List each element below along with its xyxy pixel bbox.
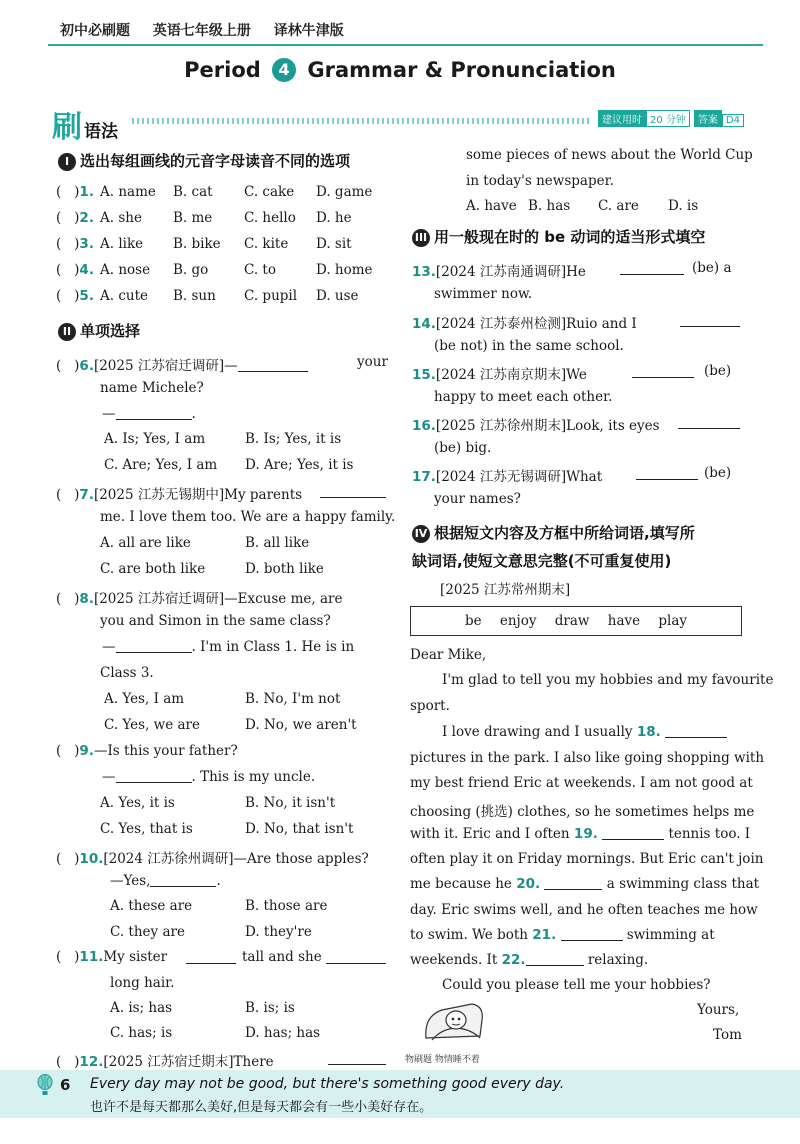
option: D. home (316, 262, 373, 278)
option: C. are both like (100, 561, 206, 577)
letter-line (410, 876, 759, 892)
question-number: 9. (79, 743, 94, 759)
question-row (412, 363, 587, 383)
question-text: (be) (704, 465, 732, 481)
option: B. cat (173, 184, 213, 200)
option: C. to (244, 262, 276, 278)
question-text: [2024 江苏泰州检测]Ruio and I (435, 316, 637, 332)
answer-label: 答案 (694, 110, 722, 127)
option: A. like (100, 236, 144, 252)
question-text: [2024 江苏南京期末]We (435, 367, 587, 383)
suggested-time-label: 建议用时 (598, 110, 646, 127)
question-text: — . This is my uncle. (102, 769, 316, 785)
question-text: happy to meet each other. (434, 389, 613, 405)
option: B. is; is (245, 1000, 295, 1016)
blank-number: 22. (501, 952, 526, 968)
answer-page: D4 (722, 114, 744, 127)
letter-line: often play it on Friday mornings. But Eric can't join (410, 851, 764, 867)
question-text: — . I'm in Class 1. He is in (102, 639, 355, 655)
option: A. name (100, 184, 156, 200)
question-text: (be not) in the same school. (434, 338, 624, 354)
question-row: ( )1. (56, 184, 94, 200)
letter-line: pictures in the park. I also like going shopping with (410, 750, 765, 766)
answer-blank[interactable] (636, 466, 698, 480)
question-number: 13. (412, 264, 436, 280)
letter-line (410, 927, 715, 943)
period-number-badge: 4 (272, 58, 296, 82)
blank-number: 20. (516, 876, 541, 892)
question-row: ( )3. (56, 236, 94, 252)
hot-air-balloon-icon (36, 1074, 54, 1096)
question-text: —Yes, (110, 873, 151, 889)
question-row (412, 414, 660, 434)
section-title: 用一般现在时的 be 动词的适当形式填空 (434, 228, 706, 246)
question-text: . I'm in Class 1. He is in (191, 639, 355, 655)
option: D. No, that isn't (245, 821, 354, 837)
blank-number: 19. (573, 826, 598, 842)
question-text: [2025 江苏无锡期中]My parents (93, 487, 303, 503)
question-text: [2025 江苏宿迁调研]— (93, 358, 238, 374)
option: D. he (316, 210, 352, 226)
answer-blank[interactable] (680, 313, 740, 327)
option: A. nose (100, 262, 151, 278)
question-text: — (102, 406, 116, 422)
question-text: [2025 江苏宿迁期末]There (103, 1054, 274, 1070)
question-number: 11. (79, 949, 104, 965)
letter-line: sport. (410, 698, 450, 714)
question-row: ( )12.[2025 江苏宿迁期末]There (56, 1054, 274, 1070)
letter-line: choosing (挑选) clothes, so he sometimes helps me (410, 804, 755, 820)
letter-line: my best friend Eric at weekends. I am not good at (410, 775, 753, 791)
letter-line (410, 952, 648, 968)
letter-closing: Yours, (697, 1002, 740, 1018)
question-text: [2025 江苏徐州期末]Look, its eyes (435, 418, 660, 434)
option: C. are (598, 198, 639, 214)
question-text: Class 3. (100, 665, 154, 681)
option: D. they're (245, 924, 312, 940)
answer-blank[interactable] (632, 364, 694, 378)
letter-signature: Tom (713, 1027, 742, 1043)
option: C. they are (110, 924, 185, 940)
letter-greeting: Dear Mike, (410, 647, 487, 663)
question-row: ( )6.[2025 江苏宿迁调研]— (56, 354, 308, 374)
letter-text: with it. Eric and I often (410, 826, 570, 842)
footer-quote-en: Every day may not be good, but there's something good every day. (90, 1076, 565, 1092)
title-post: Grammar & Pronunciation (307, 58, 616, 82)
option: B. those are (245, 898, 328, 914)
question-row: ( )9.—Is this your father? (56, 743, 238, 759)
question-row: ( )11.My sister (56, 949, 168, 965)
footer-banner (0, 1070, 800, 1118)
question-row: ( )10.[2024 江苏徐州调研]—Are those apples? (56, 851, 369, 867)
question-text: [2025 江苏宿迁调研]—Excuse me, are (93, 591, 343, 607)
question-text: tall and she (242, 949, 322, 965)
option: A. is; has (110, 1000, 173, 1016)
section-3-heading (412, 226, 705, 247)
option: B. No, I'm not (245, 691, 341, 707)
section-title: 单项选择 (80, 322, 141, 340)
option: C. cake (244, 184, 295, 200)
answer-blank[interactable] (665, 724, 727, 738)
question-number: 17. (412, 469, 436, 485)
question-row (412, 465, 602, 485)
question-text: [2024 江苏无锡调研]What (435, 469, 603, 485)
letter-line: day. Eric swims well, and he often teaches me how (410, 902, 758, 918)
question-text: long hair. (110, 975, 175, 991)
roman-numeral: III (412, 229, 430, 247)
brush-logo: 刷 (52, 110, 82, 145)
option: A. all are like (100, 535, 191, 551)
question-number: 5. (79, 288, 94, 304)
question-text: (be) big. (434, 440, 492, 456)
option: B. go (173, 262, 209, 278)
question-row: ( )4. (56, 262, 94, 278)
question-number: 2. (79, 210, 94, 226)
option: D. both like (245, 561, 324, 577)
answer-blank[interactable] (602, 826, 664, 840)
answer-blank[interactable] (620, 261, 684, 275)
roman-numeral: IV (412, 525, 430, 543)
blank-number: 18. (636, 724, 661, 740)
option: D. is (668, 198, 699, 214)
blank-number: 21. (532, 927, 557, 943)
question-text: [2024 江苏南通调研]He (435, 264, 586, 280)
option: A. Yes, I am (104, 691, 185, 707)
question-number: 4. (79, 262, 94, 278)
sleeping-cartoon-icon (422, 998, 488, 1048)
question-text: —Yes, . (110, 873, 221, 889)
question-text: My sister (103, 949, 168, 965)
letter-line: Could you please tell me your hobbies? (442, 977, 711, 993)
question-number: 3. (79, 236, 94, 252)
roman-numeral: I (58, 153, 76, 171)
question-number: 12. (79, 1054, 104, 1070)
question-text: you and Simon in the same class? (100, 613, 331, 629)
answer-blank[interactable] (544, 876, 602, 890)
option: D. sit (316, 236, 352, 252)
option: C. kite (244, 236, 289, 252)
letter-line: I'm glad to tell you my hobbies and my favourite (442, 672, 774, 688)
letter-text: weekends. It (410, 952, 498, 968)
question-row: ( )7.[2025 江苏无锡期中]My parents (56, 487, 303, 503)
option: A. cute (100, 288, 149, 304)
section-title: 选出每组画线的元音字母读音不同的选项 (80, 152, 351, 170)
question-text: me. I love them too. We are a happy family. (100, 509, 396, 525)
question-text: —Is this your father? (93, 743, 238, 759)
question-number: 14. (412, 316, 436, 332)
question-number: 15. (412, 367, 436, 383)
option: A. have (466, 198, 517, 214)
question-text: your (357, 354, 388, 370)
option: D. game (316, 184, 373, 200)
question-text: (be) (704, 363, 732, 379)
title-pre: Period (184, 58, 261, 82)
source-tag: [2025 江苏常州期末] (440, 582, 571, 598)
option: C. has; is (110, 1025, 173, 1041)
question-text: your names? (434, 491, 521, 507)
answer-blank[interactable] (561, 927, 623, 941)
question-text: (be) a (692, 260, 732, 276)
header-item: 译林牛津版 (273, 23, 344, 39)
question-number: 8. (79, 591, 94, 607)
letter-text: swimming at (626, 927, 715, 943)
header-item: 初中必刷题 (60, 23, 130, 39)
letter-text: tennis too. I (668, 826, 751, 842)
question-row (412, 260, 586, 280)
letter-text: to swim. We both (410, 927, 528, 943)
option: C. hello (244, 210, 296, 226)
option: A. Yes, it is (100, 795, 175, 811)
question-number: 1. (79, 184, 94, 200)
page-number: 6 (60, 1076, 71, 1094)
option: D. No, we aren't (245, 717, 357, 733)
question-number: 10. (79, 851, 104, 867)
option: A. she (100, 210, 142, 226)
section-title: 根据短文内容及方框中所给词语,填写所 (434, 524, 695, 542)
option: B. has (528, 198, 571, 214)
letter-line (442, 724, 727, 740)
option: D. has; has (245, 1025, 321, 1041)
option: D. Are; Yes, it is (245, 457, 354, 473)
option: A. these are (110, 898, 193, 914)
question-text: . This is my uncle. (191, 769, 316, 785)
header-item: 英语七年级上册 (152, 23, 251, 39)
option: B. Is; Yes, it is (245, 431, 342, 447)
option: B. me (173, 210, 213, 226)
question-row: ( )2. (56, 210, 94, 226)
question-row: ( )5. (56, 288, 94, 304)
question-text: name Michele? (100, 380, 204, 396)
question-text: swimmer now. (434, 286, 533, 302)
option: A. Is; Yes, I am (104, 431, 206, 447)
answer-blank[interactable] (526, 952, 584, 966)
section-4-heading (412, 522, 695, 543)
banner-label: 语法 (84, 122, 118, 142)
question-number: 6. (79, 358, 94, 374)
footer-quote-zh: 也许不是每天都那么美好,但是每天都会有一些小美好存在。 (90, 1100, 433, 1115)
option: C. Are; Yes, I am (104, 457, 218, 473)
question-text: some pieces of news about the World Cup (466, 147, 753, 163)
answer-blank[interactable] (678, 415, 740, 429)
roman-numeral: II (58, 323, 76, 341)
question-number: 7. (79, 487, 94, 503)
cartoon-caption: 物刷题 物情睡不着 (405, 1055, 480, 1065)
letter-line (410, 826, 750, 842)
letter-text: me because he (410, 876, 512, 892)
section-title: 缺词语,使短文意思完整(不可重复使用) (412, 552, 672, 570)
option: C. Yes, we are (104, 717, 200, 733)
suggested-time: 20 分钟 (646, 110, 690, 127)
question-text: — . (102, 406, 196, 422)
question-row: ( )8.[2025 江苏宿迁调研]—Excuse me, are (56, 591, 343, 607)
question-text: in today's newspaper. (466, 173, 614, 189)
option: C. Yes, that is (100, 821, 193, 837)
option: B. sun (173, 288, 216, 304)
option: D. use (316, 288, 359, 304)
option: B. all like (245, 535, 310, 551)
option: B. No, it isn't (245, 795, 336, 811)
letter-text: relaxing. (587, 952, 649, 968)
question-number: 16. (412, 418, 436, 434)
question-row (412, 312, 637, 332)
option: C. pupil (244, 288, 298, 304)
letter-text: I love drawing and I usually (442, 724, 633, 740)
word-bank-box: be enjoy draw have play (410, 606, 742, 636)
question-text: [2024 江苏徐州调研]—Are those apples? (103, 851, 369, 867)
letter-text: a swimming class that (606, 876, 760, 892)
option: B. bike (173, 236, 221, 252)
